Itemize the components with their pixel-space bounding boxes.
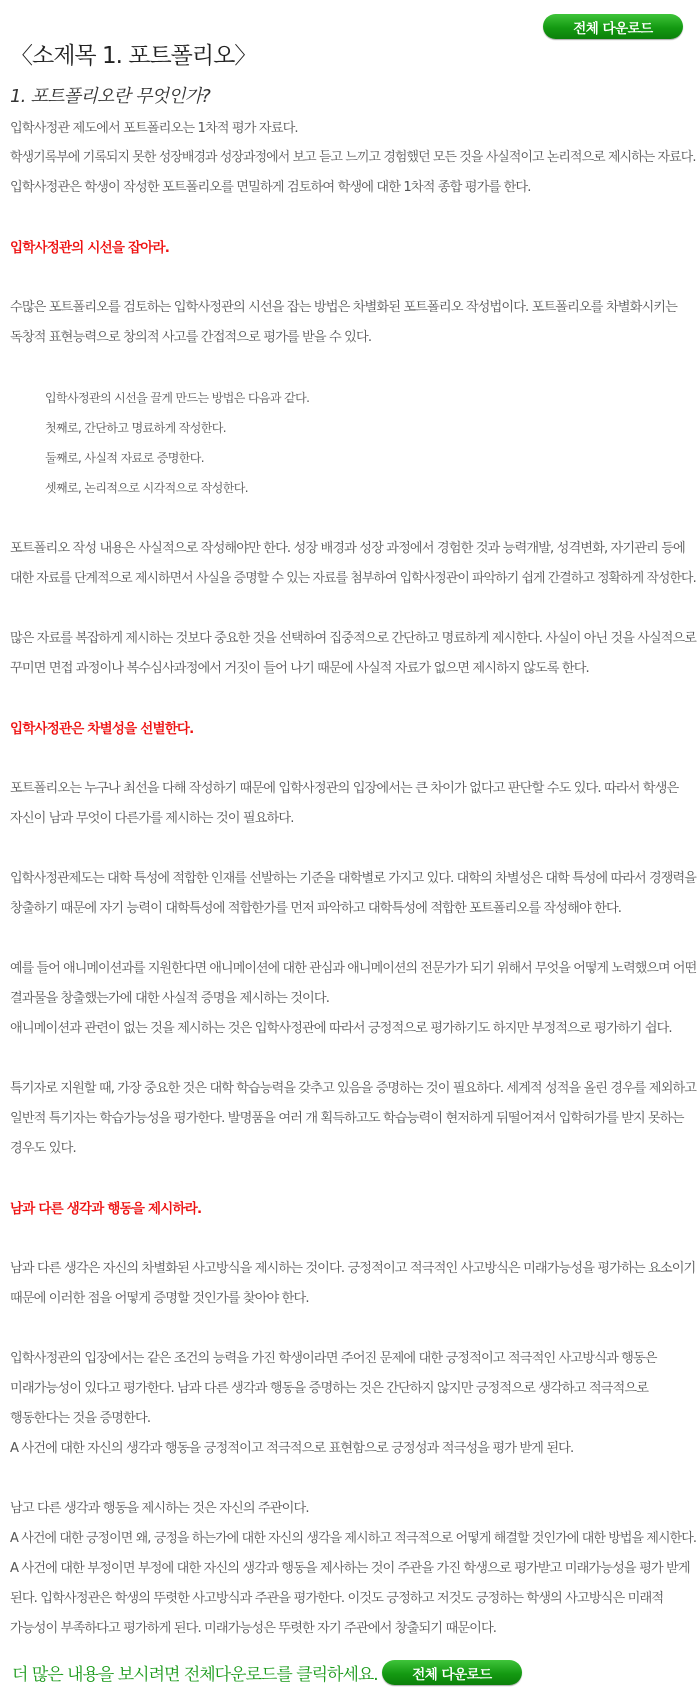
- list-item: 둘째로, 사실적 자료로 증명한다.: [45, 451, 204, 465]
- list-item: 입학사정관의 시선을 끌게 만드는 방법은 다음과 같다.: [45, 391, 310, 405]
- paragraph-line: 수많은 포트폴리오를 검토하는 입학사정관의 시선을 잡는 방법은 차별화된 포트폴리오 작성법이다. 포트폴리오를 차별화시키는: [10, 300, 677, 315]
- section-subtitle: 1. 포트폴리오란 무엇인가?: [10, 86, 211, 107]
- paragraph-line: 일반적 특기자는 학습가능성을 평가한다. 발명품을 여러 개 획득하고도 학습능력이 현저하게 뒤떨어져서 입학허가를 받지 못하는: [10, 1111, 684, 1126]
- paragraph-line: 특기자로 지원할 때, 가장 중요한 것은 대학 학습능력을 갖추고 있음을 증명하는 것이 필요하다. 세계적 성적을 올린 경우를 제외하고: [10, 1081, 697, 1096]
- paragraph-line: 애니메이션과 관련이 없는 것을 제시하는 것은 입학사정관에 따라서 긍정적으로 평가하기도 하지만 부정적으로 평가하기 쉽다.: [10, 1021, 672, 1036]
- paragraph-line: A 사건에 대한 자신의 생각과 행동을 긍정적이고 적극적으로 표현함으로 긍정성과 적극성을 평가 받게 된다.: [10, 1441, 574, 1456]
- paragraph-line: 창출하기 때문에 자기 능력이 대학특성에 적합한가를 먼저 파악하고 대학특성에 적합한 포트폴리오를 작성해야 한다.: [10, 901, 622, 916]
- paragraph-line: 미래가능성이 있다고 평가한다. 남과 다른 생각과 행동을 증명하는 것은 간단하지 않지만 긍정적으로 생각하고 적극적으로: [10, 1381, 649, 1396]
- paragraph-line: A 사건에 대한 긍정이면 왜, 긍정을 하는가에 대한 자신의 생각을 제시하고 적극적으로 어떻게 해결할 것인가에 대한 방법을 제시한다.: [10, 1531, 697, 1546]
- paragraph-line: 포트폴리오 작성 내용은 사실적으로 작성해야만 한다. 성장 배경과 성장 과정에서 경험한 것과 능력개발, 성격변화, 자기관리 등에: [10, 541, 685, 556]
- paragraph-line: 입학사정관제도는 대학 특성에 적합한 인재를 선발하는 기준을 대학별로 가지고 있다. 대학의 차별성은 대학 특성에 따라서 경쟁력을: [10, 871, 696, 886]
- intro-line: 입학사정관 제도에서 포트폴리오는 1차적 평가 자료다.: [10, 121, 298, 136]
- paragraph-line: 대한 자료를 단계적으로 제시하면서 사실을 증명할 수 있는 자료를 첨부하여 입학사정관이 파악하기 쉽게 간결하고 정확하게 작성한다.: [10, 571, 696, 586]
- paragraph-line: A 사건에 대한 부정이면 부정에 대한 자신의 생각과 행동을 제사하는 것이 주관을 가진 학생으로 평가받고 미래가능성을 평가 받게: [10, 1561, 690, 1576]
- paragraph-line: 때문에 이러한 점을 어떻게 증명할 것인가를 찾아야 한다.: [10, 1291, 309, 1306]
- paragraph-line: 가능성이 부족하다고 평가하게 된다. 미래가능성은 뚜렷한 자기 주관에서 창출되기 때문이다.: [10, 1621, 497, 1636]
- paragraph-line: 입학사정관의 입장에서는 같은 조건의 능력을 가진 학생이라면 주어진 문제에 대한 긍정적이고 적극적인 사고방식과 행동은: [10, 1351, 657, 1366]
- section-heading: 입학사정관은 차별성을 선별한다.: [10, 721, 194, 737]
- paragraph-line: 행동한다는 것을 증명한다.: [10, 1411, 151, 1426]
- download-all-button-top[interactable]: 전체 다운로드: [543, 14, 683, 39]
- list-item: 셋째로, 논리적으로 시각적으로 작성한다.: [45, 481, 248, 495]
- paragraph-line: 결과물을 창출했는가에 대한 사실적 증명을 제시하는 것이다.: [10, 991, 330, 1006]
- paragraph-line: 자신이 남과 무엇이 다른가를 제시하는 것이 필요하다.: [10, 811, 294, 826]
- section-heading: 남과 다른 생각과 행동을 제시하라.: [10, 1201, 202, 1217]
- intro-line: 학생기록부에 기록되지 못한 성장배경과 성장과정에서 보고 듣고 느끼고 경험했던 모든 것을 사실적이고 논리적으로 제시하는 자료다.: [10, 150, 696, 165]
- download-all-button-bottom[interactable]: 전체 다운로드: [382, 1660, 522, 1685]
- page-title: 〈소제목 1. 포트폴리오〉: [10, 43, 257, 69]
- section-heading: 입학사정관의 시선을 잡아라.: [10, 240, 170, 256]
- paragraph-line: 경우도 있다.: [10, 1141, 76, 1156]
- paragraph-line: 독창적 표현능력으로 창의적 사고를 간접적으로 평가를 받을 수 있다.: [10, 330, 372, 345]
- intro-line: 입학사정관은 학생이 작성한 포트폴리오를 면밀하게 검토하여 학생에 대한 1차적 종합 평가를 한다.: [10, 180, 531, 195]
- paragraph-line: 많은 자료를 복잡하게 제시하는 것보다 중요한 것을 선택하여 집중적으로 간단하고 명료하게 제시한다. 사실이 아닌 것을 사실적으로: [10, 631, 696, 646]
- list-item: 첫째로, 간단하고 명료하게 작성한다.: [45, 421, 226, 435]
- paragraph-line: 된다. 입학사정관은 학생의 뚜렷한 사고방식과 주관을 평가한다. 이것도 긍정하고 저것도 긍정하는 학생의 사고방식은 미래적: [10, 1591, 664, 1606]
- paragraph-line: 꾸미면 면접 과정이나 복수심사과정에서 거짓이 들어 나기 때문에 사실적 자료가 없으면 제시하지 않도록 한다.: [10, 661, 589, 676]
- paragraph-line: 예를 들어 애니메이션과를 지원한다면 애니메이션에 대한 관심과 애니메이션의 전문가가 되기 위해서 무엇을 어떻게 노력했으며 어떤: [10, 961, 697, 976]
- download-cta-text: 더 많은 내용을 보시려면 전체다운로드를 클릭하세요.: [12, 1665, 378, 1685]
- paragraph-line: 남고 다른 생각과 행동을 제시하는 것은 자신의 주관이다.: [10, 1501, 309, 1516]
- paragraph-line: 남과 다른 생각은 자신의 차별화된 사고방식을 제시하는 것이다. 긍정적이고 적극적인 사고방식은 미래가능성을 평가하는 요소이기: [10, 1261, 696, 1276]
- paragraph-line: 포트폴리오는 누구나 최선을 다해 작성하기 때문에 입학사정관의 입장에서는 큰 차이가 없다고 판단할 수도 있다. 따라서 학생은: [10, 781, 679, 796]
